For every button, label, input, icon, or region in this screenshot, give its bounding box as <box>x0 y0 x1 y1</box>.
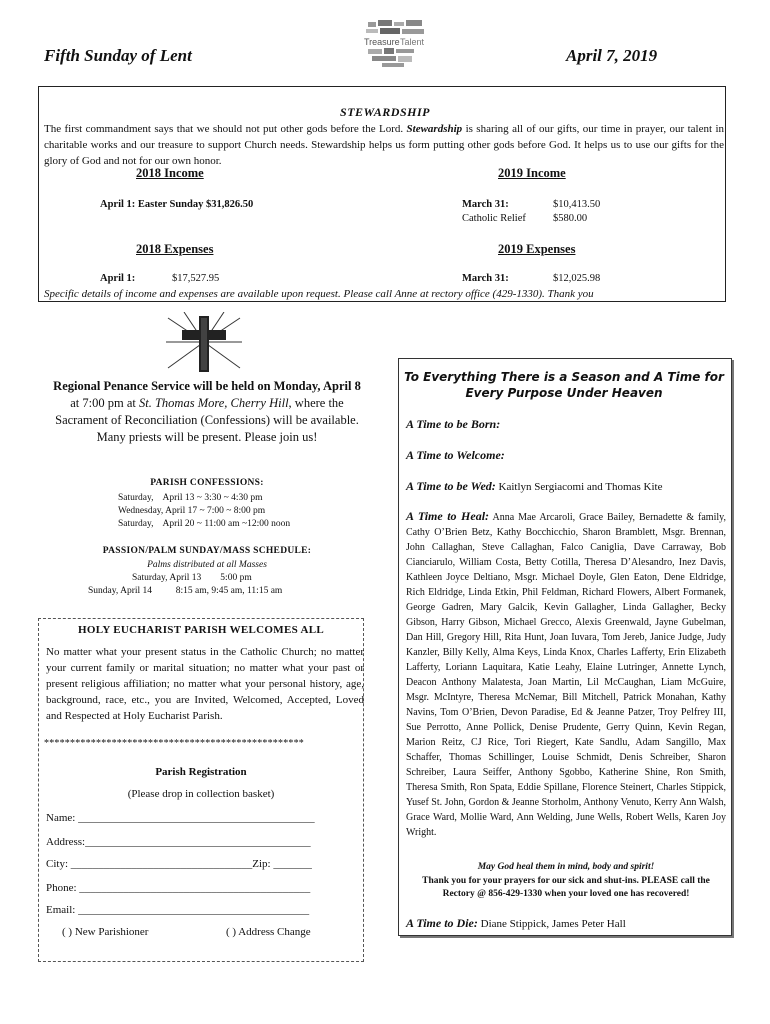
mass-schedule-title: PASSION/PALM SUNDAY/MASS SCHEDULE: <box>102 546 312 556</box>
confessions-title: PARISH CONFESSIONS: <box>150 478 264 488</box>
stewardship-footnote: Specific details of income and expenses are available upon request. Please call Anne at rectory office (429-1330). Thank you <box>44 288 594 300</box>
svg-text:Treasure: Treasure <box>364 37 400 47</box>
time-to-be-wed: A Time to be Wed: Kaitlyn Sergiacomi and Thomas Kite <box>406 479 663 493</box>
income-2019-label-2: Catholic Relief <box>462 213 526 224</box>
expenses-2019-label: March 31: <box>462 273 509 284</box>
address-field[interactable]: Address:_________________________________________ <box>46 836 311 848</box>
penance-service-notice: Regional Penance Service will be held on Monday, April 8 at 7:00 pm at St. Thomas More, Cherry Hill, where the Sacrament of Reconciliation (Confessions) will be available. Many priests will be present. Please join us! <box>53 379 361 444</box>
time-to-be-born: A Time to be Born: <box>406 417 501 431</box>
registration-subtitle: (Please drop in collection basket) <box>127 788 275 800</box>
divider-stars: ************************************************** <box>44 738 304 749</box>
income-2018-line: April 1: Easter Sunday $31,826.50 <box>100 199 254 210</box>
mass-schedule-subtitle: Palms distributed at all Masses <box>147 560 267 570</box>
expenses-2018-label: April 1: <box>100 273 136 284</box>
treasure-word-cloud-icon <box>362 18 430 70</box>
new-parishioner-option[interactable]: ( ) New Parishioner <box>62 926 149 938</box>
mass-row: Sunday, April 14 8:15 am, 9:45 am, 11:15 am <box>88 586 283 596</box>
confession-row: Saturday, April 20 ~ 11:00 am ~12:00 noon <box>118 519 291 529</box>
income-2019-label-1: March 31: <box>462 199 509 210</box>
page-header-left: Fifth Sunday of Lent <box>44 46 192 65</box>
time-to-die: A Time to Die: Diane Stippick, James Peter Hall <box>406 916 626 930</box>
registration-title: Parish Registration <box>155 766 247 778</box>
income-2019-value-2: $580.00 <box>553 213 588 224</box>
mass-row: Saturday, April 13 5:00 pm <box>132 573 252 583</box>
expenses-2018-heading: 2018 Expenses <box>136 242 214 256</box>
confession-row: Wednesday, April 17 ~ 7:00 ~ 8:00 pm <box>118 506 266 516</box>
welcome-title: HOLY EUCHARIST PARISH WELCOMES ALL <box>78 624 324 636</box>
stewardship-text: The first commandment says that we should not put other gods before the Lord. Stewardship is sharing all of our gifts, our time in prayer, our talent in charitable works and our treasure to support Church needs. Stewardship helps us form putting other gods before God. It helps us to use our gifts for the glory of God and not for our own honor. <box>44 123 725 167</box>
welcome-text: No matter what your present status in the Catholic Church; no matter your current family or marital situation; no matter what your past or present religious affiliation; no matter what your personal history, age, background, race, etc., you are Invited, Welcomed, Accepted, Loved and Respected at Holy Eucharist Parish. <box>46 646 364 722</box>
income-2019-heading: 2019 Income <box>498 166 566 180</box>
address-change-option[interactable]: ( ) Address Change <box>226 926 311 938</box>
prayer-line: May God heal them in mind, body and spirit! <box>477 862 655 872</box>
income-2018-heading: 2018 Income <box>136 166 204 180</box>
expenses-2019-heading: 2019 Expenses <box>498 242 576 256</box>
city-zip-field[interactable]: City: _________________________________Zip: _______ <box>46 858 312 870</box>
stewardship-title: STEWARDSHIP <box>340 105 430 119</box>
time-to-heal: A Time to Heal: Anna Mae Arcaroli, Grace Bailey, Bernadette & family, Cathy O’Brien Betz, Kathy Bocchicchio, Sharon Bramblett, Msgr. Brennan, John Callaghan, Steve Callaghan, Falco Caniglia, Dave Carraway, Bob Cianciarulo, William Costa, Betty Cotilla, Theresa D’Alesandro, Inez Davis, Kathleen Joyce Deltiano, Msgr. Michael Doyle, Glen Eaton, Dene Eldridge, Rich Eldridge, Linda Etkin, Phil Feldman, Richard Flowers, Albert Formanek, George Gadren, Mary Galcik, Kevin Gallagher, Linda Gallagher, Becky Gibson, Harry Gibson, Michael Grecco, Alexis Greenwald, Jayne Gubelman, Dan Hill, Gregory Hill, Rita Hunt, Joan Iuvara, Tom Jereb, Janice Judge, Judy Kanzler, Billy Kelly, Alma Keys, Linda Knox, Charles Lafferty, Erin Elizabeth Lafferty, Loriann Laquitara, Katie Leahy, Elaine Lutringer, Annette Lynch, Deacon Anthony Malatesta, Joan Martin, Lil McCaughan, Liam McGuire, Msgr. McIntyre, Theresa McNemar, Bill Mitchell, Patrick Monahan, Kathy Navins, Tom O’Brien, Devon Paradise, Ed & Jeanne Patzer, Troy Pelfrey III, Sue Perrotto, Anne Pollick, Denise Prudente, Gerry Quinn, Kevin Regan, Marion Reitz, CJ Rice, Tori Riegert, Kate Sandlu, Adam Sangillo, Max Schaffer, Thomas Schillinger, Louise Schmidt, Denis Schreiber, Sharon Schreiber, Laura Seiffer, Anthony Sgobbo, Katherine Shine, Ron Smith, Theresa Smith, Ron Spata, Eddie Spillane, Florence Steinert, Charles Stippick, Yusef St. John, Gordon & Jeanne Storholm, Anthony Venuto, Kerry Ann Walsh, Grace Ward, Mollie Ward, Ann Welding, June Wells, Robert Wells, Karen Joy Wright. <box>406 509 726 838</box>
expenses-2019-value: $12,025.98 <box>553 273 601 284</box>
prayer-request: Thank you for your prayers for our sick and shut-ins. PLEASE call the Rectory @ 856-429-1330 when your loved one has recovered! <box>422 876 710 899</box>
times-title: To Everything There is a Season and A Time for Every Purpose Under Heaven <box>404 370 724 400</box>
time-to-welcome: A Time to Welcome: <box>406 448 505 462</box>
svg-text:Talent: Talent <box>400 37 425 47</box>
phone-field[interactable]: Phone: __________________________________________ <box>46 882 311 894</box>
email-field[interactable]: Email: __________________________________________ <box>46 904 310 916</box>
income-2019-value-1: $10,413.50 <box>553 199 601 210</box>
page-header-right: April 7, 2019 <box>566 46 658 65</box>
name-field[interactable]: Name: ___________________________________________ <box>46 812 315 824</box>
mass-schedule-rows <box>48 572 366 598</box>
expenses-2018-value: $17,527.95 <box>172 273 220 284</box>
confession-row: Saturday, April 13 ~ 3:30 ~ 4:30 pm <box>118 493 263 503</box>
confessions-schedule <box>48 492 366 531</box>
radiant-cross-icon <box>166 312 242 374</box>
